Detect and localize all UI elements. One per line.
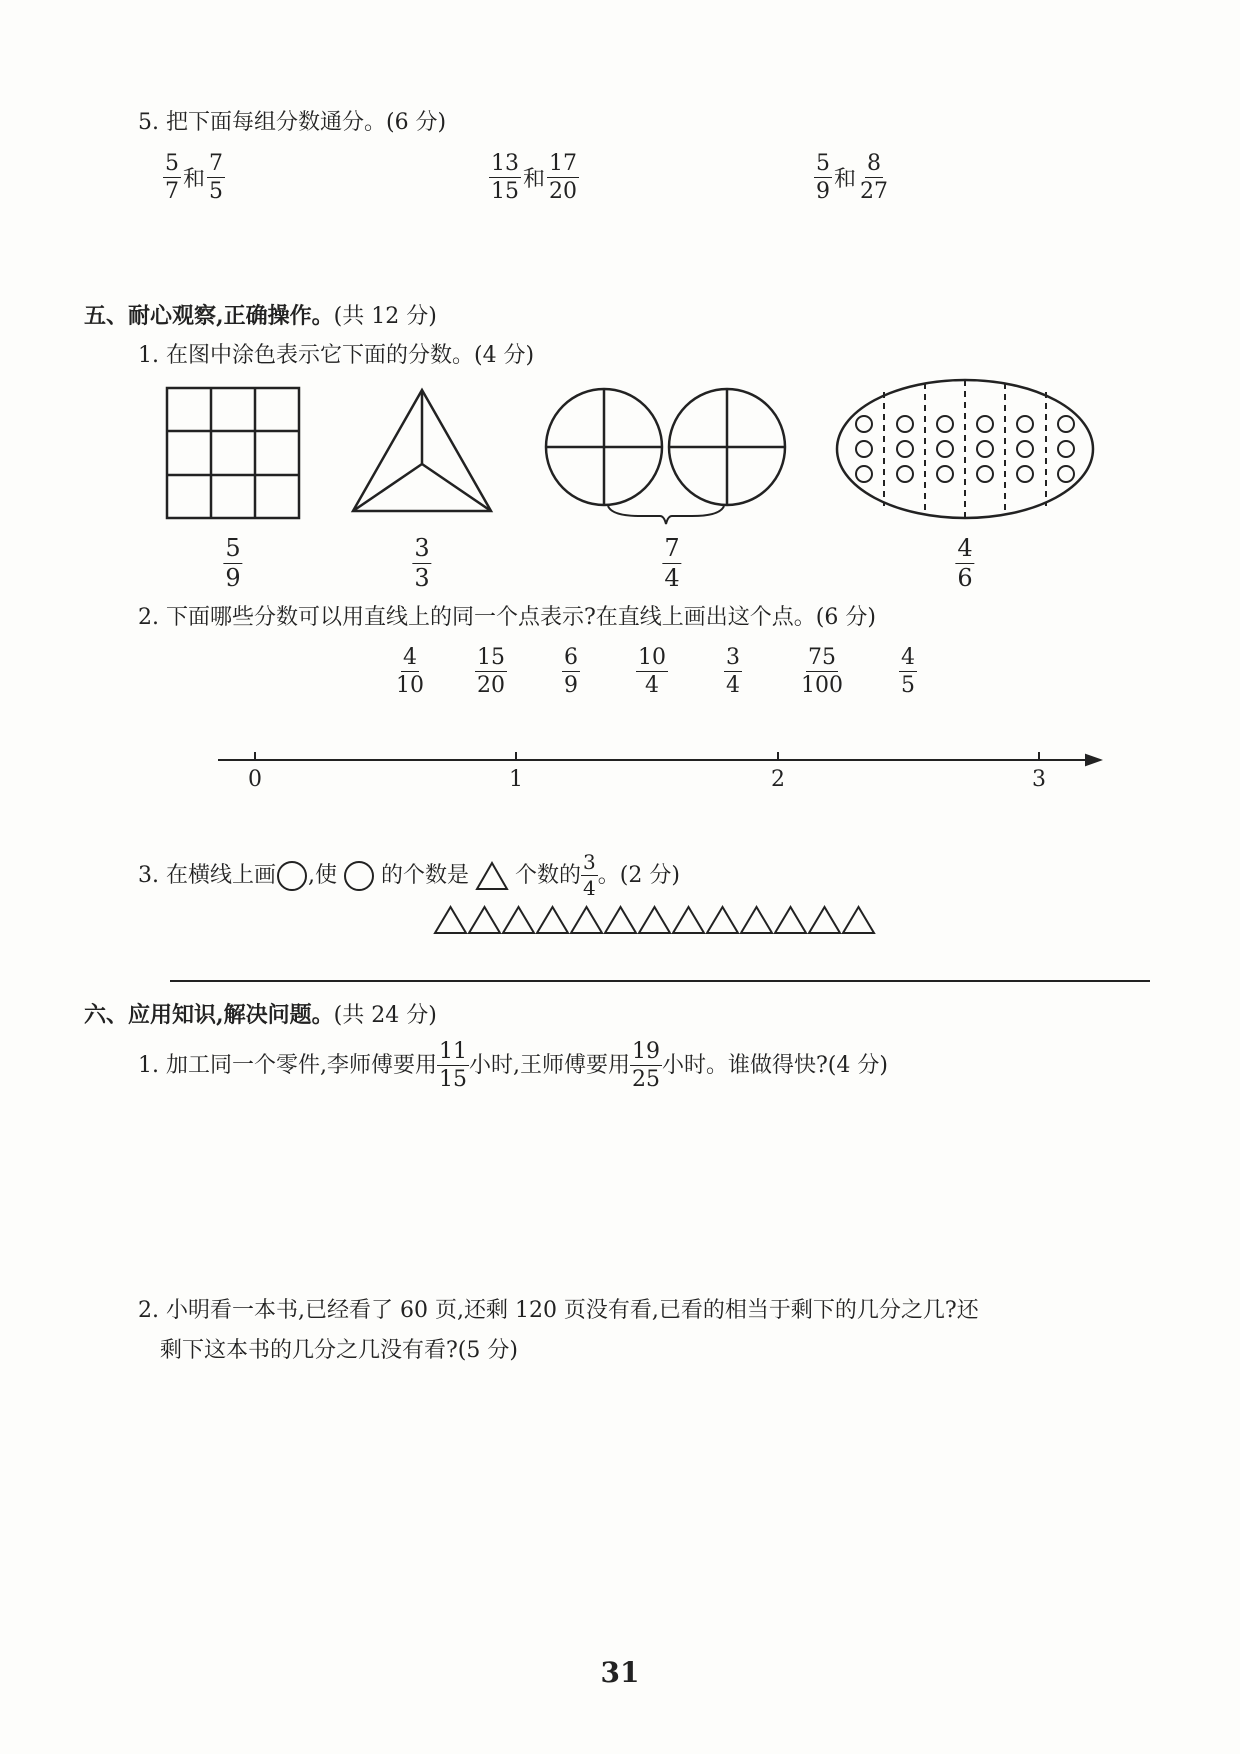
fraction: $\frac{8}{27}$: [860, 151, 889, 205]
s5-q2-text: 2. 下面哪些分数可以用直线上的同一个点表示?在直线上画出这个点。(6 分): [138, 605, 876, 630]
small-circle: [856, 466, 872, 482]
small-circle: [977, 466, 993, 482]
small-circle: [856, 416, 872, 432]
section5-title: 五、耐心观察,正确操作。: [84, 303, 334, 329]
q2-fraction: $\frac{10}{4}$: [638, 645, 666, 699]
triangles-row: [435, 905, 885, 937]
triangle-shape: [537, 907, 568, 933]
small-circle: [937, 416, 953, 432]
page-number: 31: [600, 1656, 640, 1689]
small-circle: [897, 441, 913, 457]
fraction: $\frac{7}{5}$: [209, 151, 224, 205]
label-circles: $\frac{7}{4}$: [664, 534, 680, 593]
triangle-shape: [741, 907, 772, 933]
s5-q1-text: 1. 在图中涂色表示它下面的分数。(4 分): [138, 343, 535, 368]
conj: 和: [523, 167, 546, 193]
grid-figure[interactable]: [167, 388, 299, 518]
small-circle: [1058, 466, 1074, 482]
s5-q3-text: 3. 在横线上画 ,使 的个数是 个数的 $\frac{3}{4}$ 。(2 分): [138, 850, 680, 900]
circles-figure[interactable]: [546, 389, 785, 505]
fraction: $\frac{17}{20}$: [549, 151, 578, 205]
triangle-shape: [503, 907, 534, 933]
small-circle: [1058, 441, 1074, 457]
label-triangle: $\frac{3}{3}$: [414, 534, 430, 593]
ellipse-figure[interactable]: [837, 380, 1093, 518]
tick-label: 2: [771, 767, 785, 792]
triangle-shape: [673, 907, 704, 933]
small-circle: [897, 416, 913, 432]
label-grid: $\frac{5}{9}$: [225, 534, 241, 593]
circle-icon: [276, 860, 308, 892]
conj: 和: [834, 167, 857, 193]
triangle-shape: [435, 907, 466, 933]
fraction: $\frac{5}{7}$: [165, 151, 179, 205]
triangle-figure[interactable]: [353, 390, 491, 511]
triangle-shape: [809, 907, 840, 933]
small-circle: [937, 441, 953, 457]
small-circle: [977, 416, 993, 432]
small-circle: [897, 466, 913, 482]
label-ellipse: $\frac{4}{6}$: [957, 534, 973, 593]
s6-q2-line1: 2. 小明看一本书,已经看了 60 页,还剩 120 页没有看,已看的相当于剩下的几分之几?还: [138, 1298, 979, 1323]
fraction: $\frac{13}{15}$: [491, 151, 519, 205]
tick-label: 0: [248, 767, 262, 792]
section6-score: (共 24 分): [333, 1003, 437, 1028]
tick-label: 3: [1032, 767, 1046, 792]
triangle-shape: [707, 907, 738, 933]
conj: 和: [183, 167, 206, 193]
small-circle: [937, 466, 953, 482]
section6-heading: [84, 1004, 437, 1027]
tick-label: 1: [509, 767, 523, 792]
triangle-icon: [475, 861, 509, 891]
triangle-shape: [469, 907, 500, 933]
circle-icon: [343, 860, 375, 892]
q2-fraction: $\frac{4}{5}$: [901, 645, 915, 699]
brace: [608, 506, 724, 524]
triangle-shape: [775, 907, 806, 933]
triangle-shape: [605, 907, 636, 933]
fraction: $\frac{5}{9}$: [816, 151, 830, 205]
q2-fraction: $\frac{6}{9}$: [564, 645, 578, 699]
q5-text: 5. 把下面每组分数通分。(6 分): [138, 110, 447, 135]
small-circle: [1017, 416, 1033, 432]
triangle-shape: [571, 907, 602, 933]
triangle-shape: [639, 907, 670, 933]
number-line[interactable]: [218, 752, 1100, 765]
q2-fraction: $\frac{15}{20}$: [477, 645, 505, 699]
small-circle: [1017, 466, 1033, 482]
q2-fraction: $\frac{75}{100}$: [801, 645, 843, 699]
small-circle: [977, 441, 993, 457]
small-circle: [1017, 441, 1033, 457]
triangle-shape: [843, 907, 874, 933]
s6-q2-line2: 剩下这本书的几分之几没有看?(5 分): [160, 1338, 518, 1363]
small-circle: [1058, 416, 1074, 432]
s6-q1-text: 1. 加工同一个零件,李师傅要用 $\frac{11}{15}$ 小时,王师傅要用 $\frac{19}{25}$ 小时。谁做得快?(4 分): [138, 1039, 888, 1093]
section5-score: (共 12 分): [333, 304, 437, 329]
q2-fraction: $\frac{4}{10}$: [396, 645, 424, 699]
small-circle: [856, 441, 872, 457]
section6-title: 六、应用知识,解决问题。: [84, 1002, 334, 1028]
q2-fraction: $\frac{3}{4}$: [726, 645, 740, 699]
